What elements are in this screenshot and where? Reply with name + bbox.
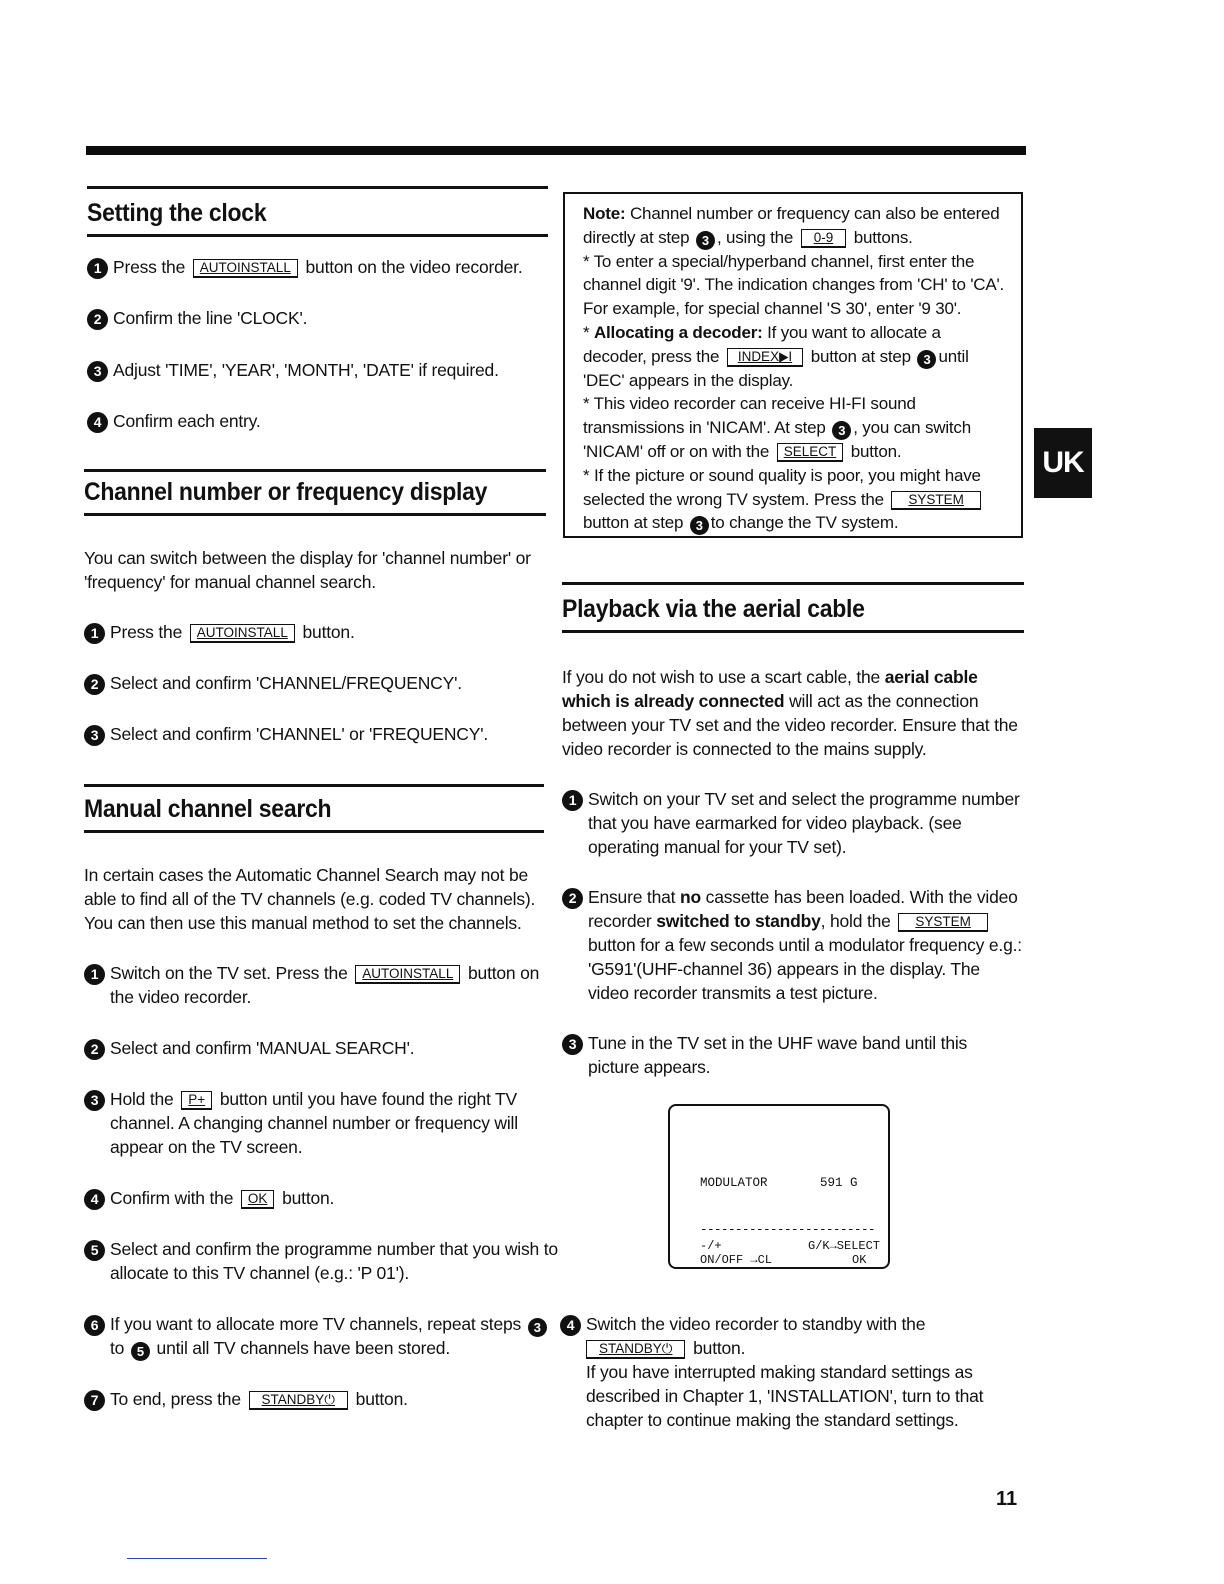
autoinstall-key: AUTOINSTALL — [190, 624, 295, 643]
screen-option-select: G/K→SELECT — [808, 1239, 881, 1253]
step-number-icon: 1 — [562, 790, 583, 811]
channel-display-step-3: 3 Select and confirm 'CHANNEL' or 'FREQUENCY'. — [84, 722, 548, 746]
step-number-icon: 4 — [84, 1189, 105, 1210]
playback-step-3: 3 Tune in the TV set in the UHF wave band until this picture appears. — [562, 1031, 988, 1079]
system-key: SYSTEM — [898, 913, 988, 932]
note-box — [563, 192, 1023, 538]
clock-step-3: 3 Adjust 'TIME', 'YEAR', 'MONTH', 'DATE' if required. — [87, 358, 548, 382]
autoinstall-key: AUTOINSTALL — [355, 965, 460, 984]
step-number-icon: 4 — [87, 412, 108, 433]
step-number-icon: 6 — [84, 1315, 105, 1336]
step-number-icon: 2 — [84, 1039, 105, 1060]
standby-key: STANDBY⏻ — [586, 1340, 685, 1359]
tv-screen-illustration — [668, 1104, 890, 1269]
step-number-icon: 2 — [562, 888, 583, 909]
screen-divider: ------------------------- — [700, 1223, 876, 1237]
select-key: SELECT — [777, 443, 844, 462]
index-key: INDEX▶I — [727, 348, 803, 367]
modulator-label: MODULATOR — [700, 1176, 768, 1190]
note-paragraph-3: * Allocating a decoder: If you want to allocate a decoder, press the INDEX▶I button at step 3 until 'DEC' appears in the display. — [583, 322, 969, 390]
step-ref-icon: 5 — [131, 1342, 150, 1361]
playback-step-1: 1 Switch on your TV set and select the programme number that you have earmarked for video playback. (see operating manual for your TV set). — [562, 787, 1022, 859]
channel-display-step-1: 1 Press the AUTOINSTALL button. — [84, 620, 548, 644]
section-title-manual-search: Manual channel search — [84, 795, 332, 823]
manual-step-7: 7 To end, press the STANDBY⏻ button. — [84, 1387, 548, 1411]
step-number-icon: 1 — [87, 258, 108, 279]
section-title-clock: Setting the clock — [87, 199, 267, 227]
clock-steps — [87, 255, 548, 433]
modulator-value: 591 G — [820, 1176, 858, 1190]
manual-step-3: 3 Hold the P+ button until you have found the right TV channel. A changing channel number or frequency will appear on the TV screen. — [84, 1087, 550, 1159]
section-header-manual-search — [84, 784, 544, 833]
playback-step-4-block — [560, 1312, 1000, 1432]
section-title-channel-display: Channel number or frequency display — [84, 478, 488, 506]
step-number-icon: 2 — [84, 674, 105, 695]
page-number: 11 — [996, 1488, 1018, 1510]
ok-key: OK — [241, 1190, 275, 1209]
manual-step-2: 2 Select and confirm 'MANUAL SEARCH'. — [84, 1036, 548, 1060]
playback-intro: If you do not wish to use a scart cable, the aerial cable which is already connected will act as the connection between your TV set and the video recorder. Ensure that the video recorder is connected to the mains supply. — [562, 667, 1018, 759]
step-number-icon: 2 — [87, 309, 108, 330]
screen-option-plus-minus: -/+ — [700, 1239, 722, 1253]
clock-step-2: 2 Confirm the line 'CLOCK'. — [87, 306, 548, 330]
p-plus-key: P+ — [181, 1091, 212, 1110]
manual-search-steps — [84, 961, 558, 1411]
step-number-icon: 1 — [84, 964, 105, 985]
header-rule — [86, 146, 1026, 155]
note-paragraph-4: * This video recorder can receive HI-FI sound transmissions in 'NICAM'. At step 3 , you can switch 'NICAM' off or on with the SELECT button. — [583, 394, 971, 461]
autoinstall-key: AUTOINSTALL — [193, 259, 298, 278]
channel-display-steps — [84, 620, 548, 746]
manual-search-intro: In certain cases the Automatic Channel Search may not be able to find all of the TV channels (e.g. coded TV channels). You can then use this manual method to set the channels. — [84, 865, 536, 933]
digit-keys: 0-9 — [801, 229, 847, 248]
step-number-icon: 3 — [562, 1034, 583, 1055]
manual-step-6: 6 If you want to allocate more TV channels, repeat steps 3 to 5 until all TV channels have been stored. — [84, 1312, 550, 1360]
note-paragraph-1: Note: Channel number or frequency can also be entered directly at step 3 , using the 0-9 buttons. — [583, 204, 1000, 248]
system-key: SYSTEM — [891, 491, 981, 510]
step-number-icon: 1 — [84, 623, 105, 644]
screen-option-ok: OK — [852, 1253, 867, 1267]
playback-step-2: 2 Ensure that no cassette has been loaded. With the video recorder switched to standby, hold the SYSTEM button for a few seconds until a modulator frequency e.g.: 'G591'(UHF-channel 36) appears in the display. The video recorder transmits a test picture. — [562, 885, 1022, 1005]
left-column — [84, 186, 558, 1411]
playback-step-4: 4 Switch the video recorder to standby with the STANDBY⏻ button. If you have interrupted making standard settings as described in Chapter 1, 'INSTALLATION', turn to that chapter to continue making the standard settings. — [560, 1312, 1000, 1432]
section-header-channel-display — [84, 469, 546, 516]
section-header-clock — [87, 186, 548, 237]
channel-display-intro: You can switch between the display for 'channel number' or 'frequency' for manual channel search. — [84, 548, 531, 592]
step-ref-icon: 3 — [696, 231, 715, 250]
note-paragraph-5: * If the picture or sound quality is poor, you might have selected the wrong TV system. Press the SYSTEM button at step 3 to change the TV system. — [583, 465, 981, 534]
footer-line — [127, 1558, 267, 1559]
step-ref-icon: 3 — [917, 350, 936, 369]
clock-step-4: 4 Confirm each entry. — [87, 409, 548, 433]
step-number-icon: 3 — [87, 361, 108, 382]
screen-option-on-off: ON/OFF →CL — [700, 1253, 773, 1267]
step-number-icon: 7 — [84, 1390, 105, 1411]
section-header-playback — [562, 582, 1024, 633]
step-number-icon: 3 — [84, 725, 105, 746]
step-number-icon: 5 — [84, 1240, 105, 1261]
standby-key: STANDBY⏻ — [249, 1391, 348, 1410]
manual-step-4: 4 Confirm with the OK button. — [84, 1186, 548, 1210]
step-ref-icon: 3 — [528, 1318, 547, 1337]
step-ref-icon: 3 — [832, 421, 851, 440]
clock-step-1: 1 Press the AUTOINSTALL button on the video recorder. — [87, 255, 548, 279]
step-number-icon: 4 — [560, 1315, 581, 1336]
step-ref-icon: 3 — [690, 516, 709, 535]
note-paragraph-2: * To enter a special/hyperband channel, first enter the channel digit '9'. The indication changes from 'CH' to 'CA'. For example, for special channel 'S 30', enter '9 30'. — [583, 251, 1005, 319]
step-number-icon: 3 — [84, 1090, 105, 1111]
section-title-playback: Playback via the aerial cable — [562, 595, 865, 623]
right-column — [562, 582, 1024, 1079]
manual-step-1: 1 Switch on the TV set. Press the AUTOINSTALL button on the video recorder. — [84, 961, 550, 1009]
language-tab: UK — [1034, 428, 1092, 498]
manual-step-5: 5 Select and confirm the programme number that you wish to allocate to this TV channel (e.g.: 'P 01'). — [84, 1237, 566, 1285]
channel-display-step-2: 2 Select and confirm 'CHANNEL/FREQUENCY'. — [84, 671, 548, 695]
